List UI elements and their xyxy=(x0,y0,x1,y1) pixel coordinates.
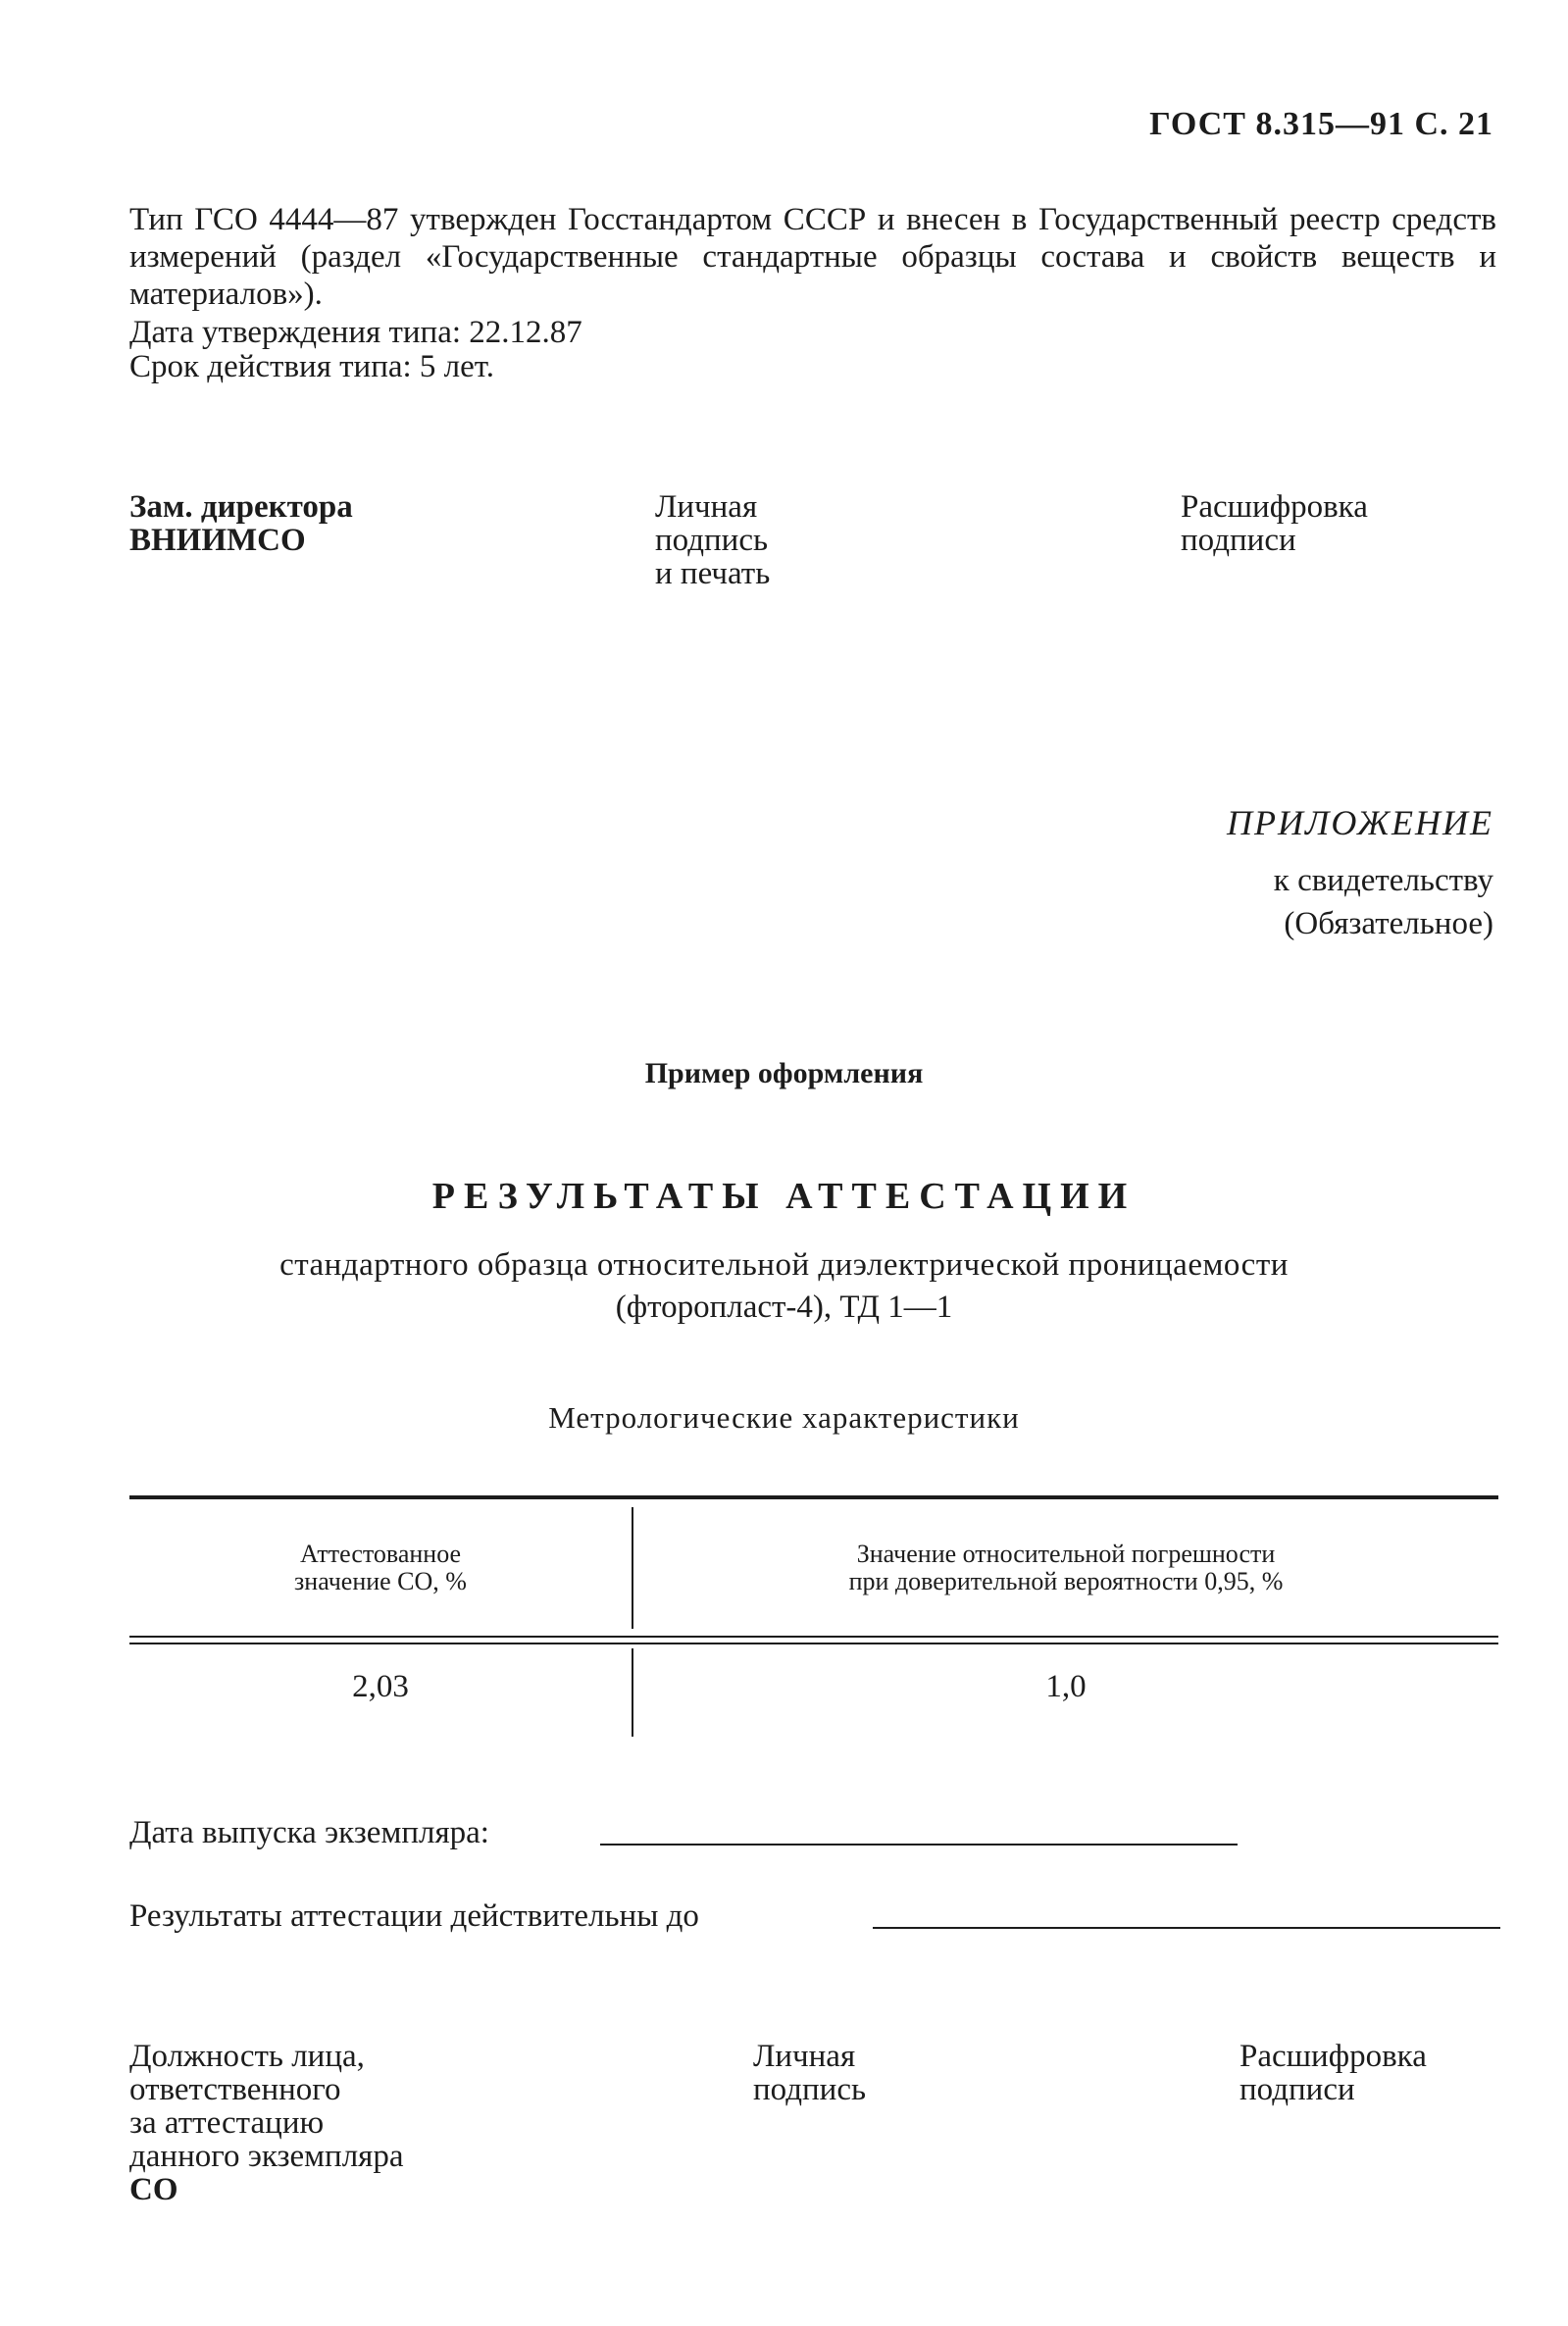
signer-position xyxy=(129,490,353,557)
table-cell-certified-value: 2,03 xyxy=(352,1669,409,1704)
signature-decoding-2-line1: Расшифровка xyxy=(1239,2039,1427,2074)
header-col2-line1: Значение относительной погрешности xyxy=(856,1540,1276,1568)
personal-signature-line2: подпись xyxy=(655,523,769,558)
signature-decoding-2-line2: подписи xyxy=(1239,2072,1355,2107)
header-col1-line1: Аттестованное xyxy=(299,1540,462,1568)
document-code: ГОСТ 8.315—91 С. 21 xyxy=(1149,106,1493,142)
responsible-position-line1: Должность лица, xyxy=(129,2039,365,2074)
signature-decoding-line1: Расшифровка xyxy=(1181,489,1368,525)
responsible-position xyxy=(129,2040,404,2206)
signature-decoding-label xyxy=(1181,490,1368,557)
personal-signature-2-line2: подпись xyxy=(753,2072,867,2107)
responsible-position-line5: СО xyxy=(129,2172,178,2207)
valid-until-label: Результаты аттестации действительны до xyxy=(129,1898,699,1934)
table-header-certified-value xyxy=(129,1541,632,1595)
responsible-position-line3: за аттестацию xyxy=(129,2105,325,2141)
table-header-error-value xyxy=(633,1541,1498,1595)
sample-heading: Пример оформления xyxy=(644,1057,924,1089)
type-validity: Срок действия типа: 5 лет. xyxy=(129,349,494,384)
responsible-position-line4: данного экземпляра xyxy=(129,2139,404,2174)
approval-date: Дата утверждения типа: 22.12.87 xyxy=(129,315,582,350)
issue-date-blank[interactable] xyxy=(600,1844,1238,1846)
personal-signature-label-2 xyxy=(753,2040,866,2106)
results-subtitle-line2: (фторопласт-4), ТД 1—1 xyxy=(615,1289,953,1325)
signer-position-line1: Зам. директора xyxy=(129,489,353,525)
table-top-rule xyxy=(129,1495,1498,1499)
issue-date-label: Дата выпуска экземпляра: xyxy=(129,1815,489,1850)
appendix-status: (Обязательное) xyxy=(1284,906,1493,941)
appendix-title: ПРИЛОЖЕНИЕ xyxy=(1227,803,1493,842)
intro-paragraph: Тип ГСО 4444—87 утвержден Госстандартом СССР и внесен в Государственный реестр средств измерений (раздел «Государственные стандартные образцы состава и свойств веществ и материалов»). xyxy=(129,202,1496,312)
personal-signature-line3: и печать xyxy=(655,556,771,591)
results-subtitle-line1: стандартного образца относительной диэлектрической проницаемости xyxy=(279,1247,1289,1283)
results-title: РЕЗУЛЬТАТЫ АТТЕСТАЦИИ xyxy=(431,1176,1137,1217)
table-cell-error-value: 1,0 xyxy=(1045,1669,1087,1704)
responsible-position-line2: ответственного xyxy=(129,2072,341,2107)
valid-until-blank[interactable] xyxy=(873,1927,1500,1929)
header-col2-line2: при доверительной вероятности 0,95, % xyxy=(848,1567,1284,1595)
table-row xyxy=(129,1669,632,1705)
table-row xyxy=(633,1669,1498,1705)
appendix-subtitle: к свидетельству xyxy=(1273,863,1493,898)
personal-signature-line1: Личная xyxy=(655,489,758,525)
personal-signature-label xyxy=(655,490,770,590)
header-col1-line2: значение СО, % xyxy=(294,1567,467,1595)
signature-decoding-line2: подписи xyxy=(1181,523,1296,558)
metrology-table xyxy=(129,1495,1498,1741)
signer-position-line2: ВНИИМСО xyxy=(129,523,306,558)
personal-signature-2-line1: Личная xyxy=(753,2039,856,2074)
table-caption: Метрологические характеристики xyxy=(548,1400,1020,1435)
table-header-rule-1 xyxy=(129,1636,1498,1638)
table-header-rule-2 xyxy=(129,1643,1498,1644)
signature-decoding-label-2 xyxy=(1239,2040,1427,2106)
